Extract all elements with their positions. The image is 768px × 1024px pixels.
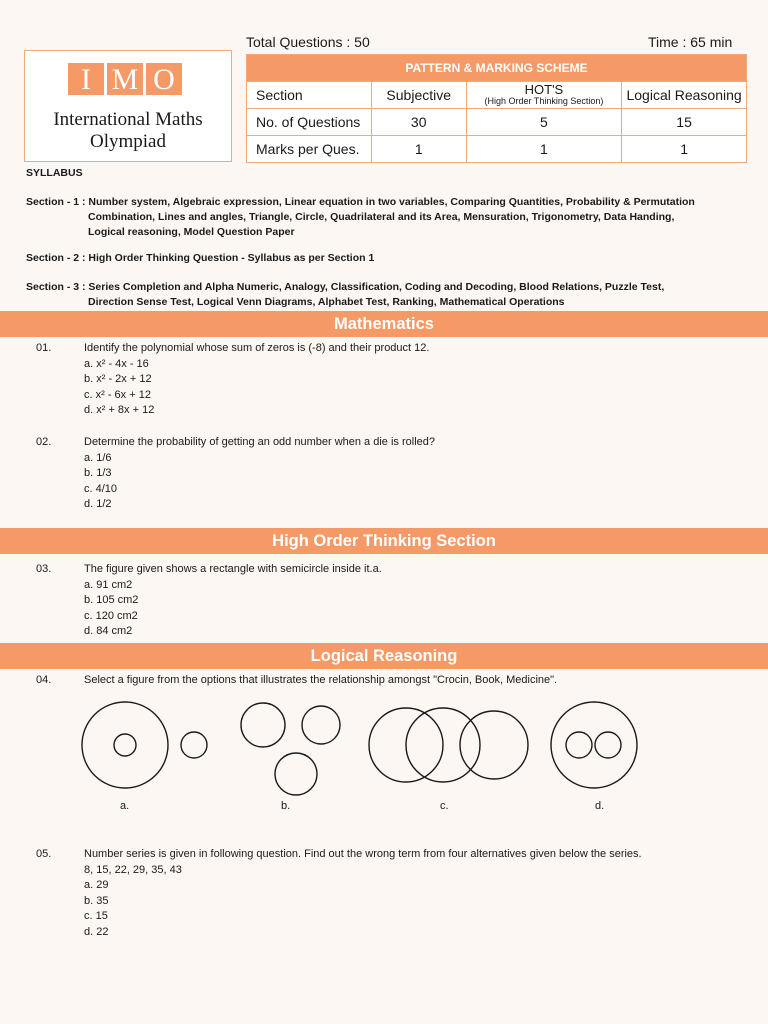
question-text: Identify the polynomial whose sum of zeros is (-8) and their product 12. — [84, 342, 430, 354]
option-b: b. 105 cm2 — [84, 594, 139, 606]
questions-count-logical: 15 — [622, 109, 747, 136]
option-a: a. 91 cm2 — [84, 578, 133, 591]
venn-b-circle-bottom — [275, 753, 317, 795]
question-number: 04. — [36, 674, 52, 686]
syllabus-s1-line1: Section - 1 : Number system, Algebraic expression, Linear equation in two variables, Comparing Quantities, Probability & Permutation — [26, 196, 695, 208]
venn-label-a: a. — [120, 800, 130, 812]
imo-logo — [24, 50, 232, 162]
syllabus-s1-line2: Combination, Lines and angles, Triangle, Circle, Quadrilateral and its Area, Mensuration, Trigonometry, Data Handing, — [88, 211, 675, 223]
scheme-title: PATTERN & MARKING SCHEME — [247, 55, 747, 82]
venn-label-b: b. — [281, 800, 291, 812]
questions-count-label: No. of Questions — [247, 109, 372, 136]
venn-a-inner-circle — [114, 734, 136, 756]
logo-letter-o: O — [146, 63, 182, 95]
option-c: c. 4/10 — [84, 482, 118, 495]
venn-c-circle-right — [460, 711, 528, 779]
syllabus-title: SYLLABUS — [26, 167, 83, 179]
logo-letter-i: I — [68, 63, 104, 95]
subjective-header: Subjective — [371, 82, 466, 109]
option-d: d. 84 cm2 — [84, 625, 133, 637]
option-a: a. 1/6 — [84, 451, 112, 464]
venn-label-d: d. — [595, 800, 605, 812]
logo-letters — [68, 63, 182, 95]
option-c: c. 15 — [84, 910, 108, 922]
question-text: The figure given shows a rectangle with semicircle inside it.a. — [84, 563, 382, 575]
exam-time: Time : 65 min — [648, 34, 733, 50]
option-b: b. 35 — [84, 894, 109, 907]
hots-header — [466, 82, 622, 109]
option-c: c. 120 cm2 — [84, 609, 138, 622]
marks-logical: 1 — [622, 136, 747, 163]
option-b: b. x² - 2x + 12 — [84, 373, 152, 385]
logical-reasoning-heading: Logical Reasoning — [0, 643, 768, 669]
venn-a-outer-circle — [82, 702, 168, 788]
question-number: 05. — [36, 848, 52, 860]
hots-header-sub: (High Order Thinking Section) — [484, 96, 604, 106]
venn-d-inner-circle-left — [566, 732, 592, 758]
option-d: d. x² + 8x + 12 — [84, 404, 155, 416]
venn-b-circle-left — [241, 703, 285, 747]
hots-header-main: HOT'S — [524, 82, 564, 97]
marks-subjective: 1 — [371, 136, 466, 163]
questions-count-hots: 5 — [466, 109, 622, 136]
syllabus-s3-line2: Direction Sense Test, Logical Venn Diagrams, Alphabet Test, Ranking, Mathematical Operations — [88, 296, 565, 308]
number-series: 8, 15, 22, 29, 35, 43 — [84, 863, 182, 876]
option-b: b. 1/3 — [84, 467, 112, 479]
question-text: Determine the probability of getting an odd number when a die is rolled? — [84, 436, 435, 448]
question-number: 02. — [36, 436, 52, 448]
section-label: Section — [247, 82, 372, 109]
total-questions: Total Questions : 50 — [246, 34, 370, 50]
syllabus-section-1 — [26, 195, 746, 240]
question-number: 01. — [36, 342, 52, 354]
question-text: Number series is given in following question. Find out the wrong term from four alternatives given below the series. — [84, 848, 642, 860]
venn-d-outer-circle — [551, 702, 637, 788]
mathematics-heading: Mathematics — [0, 311, 768, 337]
venn-diagram-options — [70, 694, 710, 800]
marking-scheme-table — [246, 54, 747, 163]
hots-heading: High Order Thinking Section — [0, 528, 768, 554]
logo-name-line2: Olympiad — [90, 131, 166, 152]
questions-count-subjective: 30 — [371, 109, 466, 136]
logo-name — [25, 109, 231, 153]
venn-d-inner-circle-right — [595, 732, 621, 758]
marks-label: Marks per Ques. — [247, 136, 372, 163]
question-number: 03. — [36, 563, 52, 575]
venn-label-c: c. — [440, 800, 449, 812]
option-d: d. 1/2 — [84, 498, 112, 510]
syllabus-s1-line3: Logical reasoning, Model Question Paper — [88, 226, 295, 238]
option-a: a. 29 — [84, 879, 109, 891]
logical-header: Logical Reasoning — [622, 82, 747, 109]
logo-name-line1: International Maths — [53, 109, 203, 130]
syllabus-section-2: Section - 2 : High Order Thinking Question - Syllabus as per Section 1 — [26, 252, 375, 264]
marks-hots: 1 — [466, 136, 622, 163]
logo-letter-m: M — [107, 63, 143, 95]
syllabus-s3-line1: Section - 3 : Series Completion and Alpha Numeric, Analogy, Classification, Coding and Decoding, Blood Relations, Puzzle Test, — [26, 281, 665, 293]
question-text: Select a figure from the options that illustrates the relationship amongst "Crocin, Book, Medicine". — [84, 674, 558, 686]
option-c: c. x² - 6x + 12 — [84, 388, 151, 401]
syllabus-section-3 — [26, 280, 746, 310]
option-a: a. x² - 4x - 16 — [84, 357, 149, 370]
venn-b-circle-right — [302, 706, 340, 744]
venn-a-separate-circle — [181, 732, 207, 758]
option-d: d. 22 — [84, 925, 109, 938]
